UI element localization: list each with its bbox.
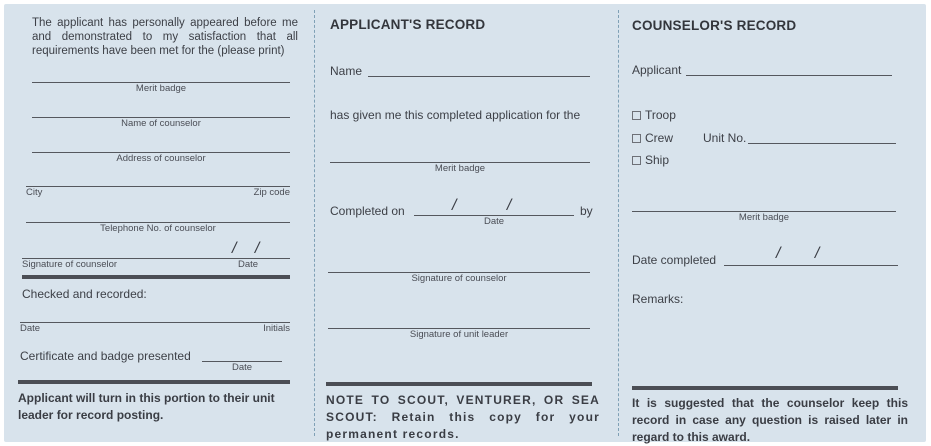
by-label: by: [580, 204, 593, 218]
troop-option[interactable]: [632, 108, 676, 122]
section-divider: [22, 275, 290, 279]
applicants-record-title: APPLICANT'S RECORD: [330, 17, 486, 32]
name-of-counselor-label: Name of counselor: [121, 118, 201, 129]
completed-on-label: Completed on: [330, 204, 405, 218]
intro-text: The applicant has personally appeared before me and demonstrated to my satisfaction that all requirements have been met for the (please print): [32, 17, 298, 57]
counselors-record-title: COUNSELOR'S RECORD: [632, 18, 797, 33]
signature-of-counselor-label: Signature of counselor: [22, 259, 118, 270]
troop-checkbox[interactable]: [632, 111, 641, 120]
date-completed-field[interactable]: [724, 265, 898, 266]
zip-code-label: Zip code: [253, 187, 290, 198]
city-label: City: [26, 187, 43, 198]
crew-label: Crew: [645, 131, 674, 145]
signature-of-counselor-label: Signature of counselor: [411, 273, 507, 284]
ship-checkbox[interactable]: [632, 156, 641, 165]
date-completed-slashes: / /: [776, 245, 820, 262]
initials-label: Initials: [263, 323, 290, 334]
applicant-field[interactable]: [686, 75, 892, 76]
certificate-date-label: Date: [231, 362, 253, 373]
name-label: Name: [330, 64, 363, 78]
counselor-approval-panel: [4, 4, 314, 442]
merit-badge-application-card: [4, 4, 926, 442]
left-footer-text: Applicant will turn in this portion to their unit leader for record posting.: [18, 391, 275, 422]
date-completed-label: Date completed: [632, 253, 717, 267]
completed-date-slashes: / /: [452, 197, 512, 214]
crew-checkbox[interactable]: [632, 134, 641, 143]
checked-recorded-label: Checked and recorded:: [22, 287, 147, 301]
telephone-label: Telephone No. of counselor: [100, 223, 216, 234]
troop-label: Troop: [645, 108, 676, 122]
right-footer-text: It is suggested that the counselor keep this record in case any question is raised later in regard to this award.: [632, 396, 908, 444]
applicant-label: Applicant: [632, 63, 682, 77]
signature-date-label: Date: [238, 259, 259, 270]
given-text: has given me this completed application for the: [330, 108, 581, 122]
remarks-area[interactable]: [632, 310, 898, 376]
footer-divider: [632, 386, 898, 390]
address-of-counselor-label: Address of counselor: [116, 153, 206, 164]
ship-option[interactable]: [632, 153, 669, 167]
completed-date-label: Date: [483, 216, 505, 227]
applicants-record-panel: [314, 4, 618, 442]
merit-badge-label: Merit badge: [738, 212, 790, 223]
signature-of-unit-leader-label: Signature of unit leader: [409, 329, 509, 340]
name-field[interactable]: [368, 76, 590, 77]
merit-badge-label: Merit badge: [135, 83, 187, 94]
footer-divider: [18, 380, 290, 384]
certificate-label: Certificate and badge presented: [20, 349, 191, 363]
checked-date-field[interactable]: [20, 322, 290, 323]
counselors-record-panel: [618, 4, 926, 442]
city-zip-field[interactable]: [26, 186, 290, 187]
unit-no-field[interactable]: [748, 143, 896, 144]
crew-option[interactable]: [632, 131, 673, 145]
checked-date-label: Date: [20, 323, 41, 334]
date-slashes: / /: [232, 240, 260, 257]
remarks-label: Remarks:: [632, 292, 684, 306]
ship-label: Ship: [645, 153, 670, 167]
middle-footer-text: NOTE TO SCOUT, VENTURER, OR SEA SCOUT: Retain this copy for your permanent records.: [326, 393, 600, 441]
footer-divider: [326, 382, 592, 386]
unit-no-label: Unit No.: [703, 131, 747, 145]
merit-badge-label: Merit badge: [434, 163, 486, 174]
